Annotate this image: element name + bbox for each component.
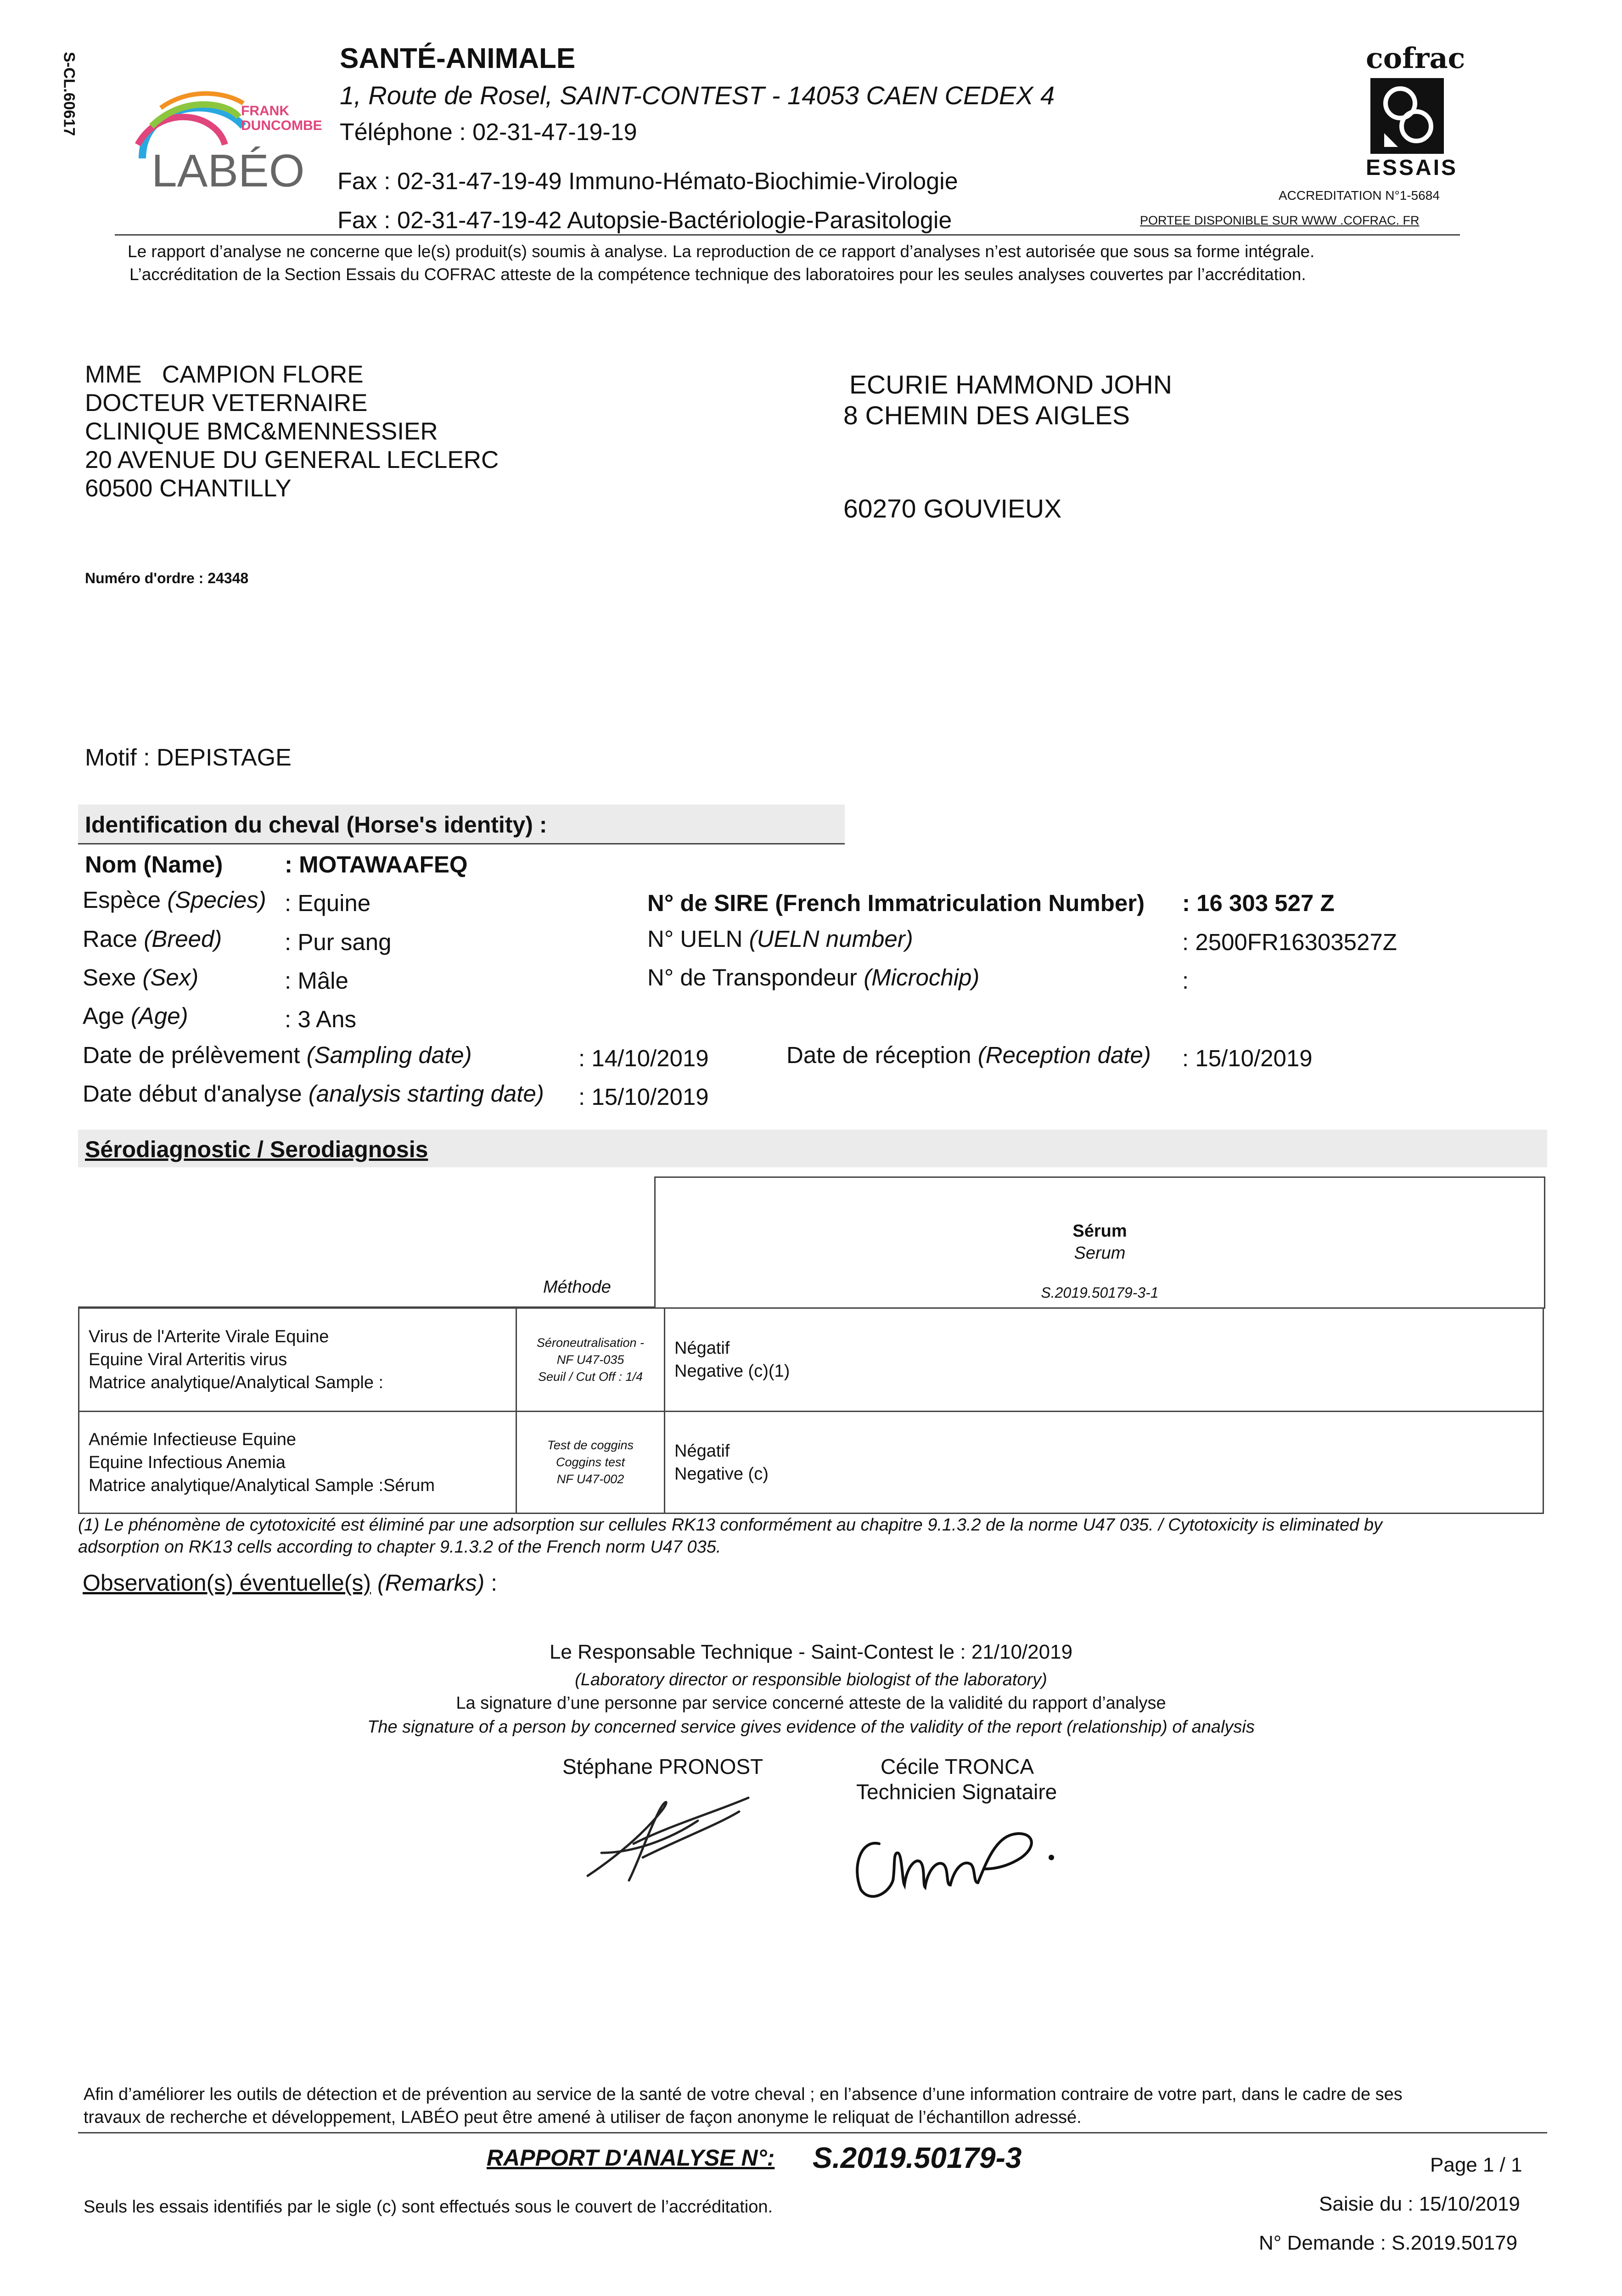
sex-label-en: (Sex) [142,964,199,990]
identity-section-title: Identification du cheval (Horse's identity) : [85,812,547,838]
species-label-en: (Species) [167,887,266,913]
result-line: Négatif [674,1441,730,1461]
footnote-line-1: (1) Le phénomène de cytotoxicité est éliminé par une adsorption sur cellules RK13 conformément au chapitre 9.1.3.2 de la norme U47 035. / Cytotoxicity is eliminated by [78,1515,1382,1535]
sampling-date-label [83,1041,472,1069]
horse-name-value: : MOTAWAAFEQ [285,851,468,878]
cofrac-word: cofrac [1366,41,1465,75]
labeo-logo [124,76,322,200]
org-phone: Téléphone : 02-31-47-19-19 [340,119,637,146]
sample-header-fr: Sérum [1072,1221,1127,1241]
result-line: Negative (c)(1) [674,1362,790,1381]
org-address: 1, Route de Rosel, SAINT-CONTEST - 14053 CAEN CEDEX 4 [340,81,1055,110]
cofrac-emblem-icon [1359,78,1455,156]
horse-name-label: Nom (Name) [85,851,223,878]
ueln-value: : 2500FR16303527Z [1182,929,1397,955]
owner-address-line: 8 CHEMIN DES AIGLES [843,401,1130,430]
identity-header-rule [78,843,845,844]
start-date-label-fr: Date début d'analyse [83,1080,302,1107]
signature-line-1: Le Responsable Technique - Saint-Contest le : 21/10/2019 [549,1641,1073,1663]
motif: Motif : DEPISTAGE [85,744,292,771]
sex-label-fr: Sexe [83,964,136,990]
analysis-line: Equine Infectious Anemia [89,1452,286,1472]
reception-date-label [786,1041,1151,1069]
vet-address-line: 60500 CHANTILLY [85,475,292,502]
vet-address-line: MME CAMPION FLORE [85,361,364,388]
method-line: NF U47-002 [556,1472,624,1486]
transponder-label [647,964,979,991]
vet-address-line: CLINIQUE BMC&MENNESSIER [85,418,438,445]
analysis-line: Anémie Infectieuse Equine [89,1429,297,1449]
sample-id: S.2019.50179-3-1 [1041,1284,1159,1301]
remarks [83,1570,497,1596]
start-date-value: : 15/10/2019 [578,1084,709,1110]
sample-header-en: Serum [1074,1244,1126,1263]
method-cell [516,1412,665,1514]
result-line: Négatif [674,1339,730,1358]
reception-date-label-en: (Reception date) [977,1042,1151,1068]
sero-header-box [654,1176,1545,1309]
footer-notice-line-2: travaux de recherche et développement, LABÉO peut être amené à utiliser de façon anonyme le reliquat de l’échantillon adressé. [84,2108,1082,2127]
result-line: Negative (c) [674,1464,769,1484]
table-row [79,1412,1543,1514]
result-cell [665,1308,1543,1412]
saisie-date: Saisie du : 15/10/2019 [1319,2193,1520,2215]
sampling-date-label-fr: Date de prélèvement [83,1042,300,1068]
signature-line-2: (Laboratory director or responsible biologist of the laboratory) [575,1670,1047,1689]
age-label-en: (Age) [130,1003,188,1029]
breed-label-en: (Breed) [144,926,222,952]
report-number: S.2019.50179-3 [813,2141,1022,2174]
logo-labeo: LABÉO [152,145,305,197]
method-line: Séroneutralisation - [536,1335,645,1350]
footer-rule [78,2132,1547,2133]
sex-value: : Mâle [285,968,348,994]
analysis-line: Equine Viral Arteritis virus [89,1350,287,1369]
result-cell [665,1412,1543,1514]
breed-label [83,925,222,952]
header-rule [115,234,1460,236]
logo-duncombe: DUNCOMBE [241,118,322,133]
sero-results-table [78,1307,1544,1514]
signer-1-name: Stéphane PRONOST [562,1755,763,1778]
side-code: S-CL.60617 [60,51,78,136]
sampling-date-label-en: (Sampling date) [306,1042,472,1068]
disclaimer-line-2: L’accréditation de la Section Essais du COFRAC atteste de la compétence technique des laboratoires pour les seules analyses couvertes par l’accréditation. [129,265,1306,284]
ueln-label [647,925,913,952]
species-label [83,886,266,913]
reception-date-value: : 15/10/2019 [1182,1045,1313,1071]
demande-number: N° Demande : S.2019.50179 [1259,2232,1518,2254]
analysis-line: Matrice analytique/Analytical Sample :Sérum [89,1475,435,1495]
breed-value: : Pur sang [285,929,392,955]
cofrac-logo [1359,41,1465,180]
sero-section-title: Sérodiagnostic / Serodiagnosis [85,1137,428,1162]
remarks-suffix: : [484,1570,498,1596]
signer-2-name: Cécile TRONCA [881,1755,1034,1778]
accreditation-note: Seuls les essais identifiés par le sigle (c) sont effectués sous le couvert de l’accréditation. [84,2197,773,2217]
report-number-label: RAPPORT D'ANALYSE N°: [487,2145,775,2171]
page-number: Page 1 / 1 [1430,2154,1522,2176]
transponder-label-fr: N° de Transpondeur [647,964,858,990]
method-line: Test de coggins [547,1438,634,1452]
transponder-label-en: (Microchip) [864,964,980,990]
breed-label-fr: Race [83,926,138,952]
signature-line-4: The signature of a person by concerned service gives evidence of the validity of the report (relationship) of analysis [367,1717,1255,1737]
start-date-label [83,1080,544,1107]
vet-address-line: 20 AVENUE DU GENERAL LECLERC [85,446,499,473]
method-line: Coggins test [556,1455,625,1469]
cofrac-essais: ESSAIS [1366,156,1458,180]
portee-link: PORTEE DISPONIBLE SUR WWW .COFRAC. FR [1140,214,1420,227]
start-date-label-en: (analysis starting date) [308,1080,544,1107]
age-value: : 3 Ans [285,1006,356,1032]
analysis-line: Matrice analytique/Analytical Sample : [89,1373,384,1392]
footnote-line-2: adsorption on RK13 cells according to chapter 9.1.3.2 of the French norm U47 035. [78,1537,721,1557]
sire-label: N° de SIRE (French Immatriculation Number) [647,890,1145,916]
disclaimer-line-1: Le rapport d’analyse ne concerne que le(s) produit(s) soumis à analyse. La reproduction de ce rapport d’analyses n’est autorisée que sous sa forme intégrale. [128,242,1315,261]
signer-2-title: Technicien Signataire [856,1780,1057,1804]
sampling-date-value: : 14/10/2019 [578,1045,709,1071]
transponder-value: : [1182,968,1189,994]
org-name: SANTÉ-ANIMALE [340,43,576,74]
ueln-label-fr: N° UELN [647,926,743,952]
owner-address-line: 60270 GOUVIEUX [843,494,1062,523]
signature-2-image [847,1816,1113,1908]
analysis-line: Virus de l'Arterite Virale Equine [89,1327,329,1346]
signature-line-3: La signature d’une personne par service concerné atteste de la validité du rapport d’analyse [456,1694,1166,1713]
analysis-cell [79,1308,516,1412]
vet-address-line: DOCTEUR VETERNAIRE [85,389,368,416]
signature-1-image [578,1784,753,1890]
reception-date-label-fr: Date de réception [786,1042,971,1068]
org-fax-1: Fax : 02-31-47-19-49 Immuno-Hémato-Biochimie-Virologie [337,168,958,195]
table-top-rule [78,1306,656,1308]
method-line: NF U47-035 [556,1352,624,1367]
method-line: Seuil / Cut Off : 1/4 [538,1369,643,1384]
accreditation-number: ACCREDITATION N°1-5684 [1279,188,1440,203]
footer-notice-line-1: Afin d’améliorer les outils de détection et de prévention au service de la santé de votre cheval ; en l’absence d’une information contraire de votre part, dans le cadre de ses [84,2085,1403,2104]
table-row [79,1308,1543,1412]
method-header: Méthode [543,1277,611,1297]
age-label-fr: Age [83,1003,124,1029]
remarks-label-en: (Remarks) [377,1570,485,1596]
order-number: Numéro d'ordre : 24348 [85,570,249,586]
age-label [83,1002,188,1030]
org-fax-2: Fax : 02-31-47-19-42 Autopsie-Bactériologie-Parasitologie [337,207,952,234]
remarks-label: Observation(s) éventuelle(s) [83,1570,371,1596]
ueln-label-en: (UELN number) [749,926,913,952]
logo-frank: FRANK [241,103,289,118]
species-value: : Equine [285,890,371,916]
analysis-cell [79,1412,516,1514]
sex-label [83,964,198,991]
method-cell [516,1308,665,1412]
species-label-fr: Espèce [83,887,161,913]
sire-value: : 16 303 527 Z [1182,890,1335,916]
owner-address-line: ECURIE HAMMOND JOHN [849,370,1173,400]
